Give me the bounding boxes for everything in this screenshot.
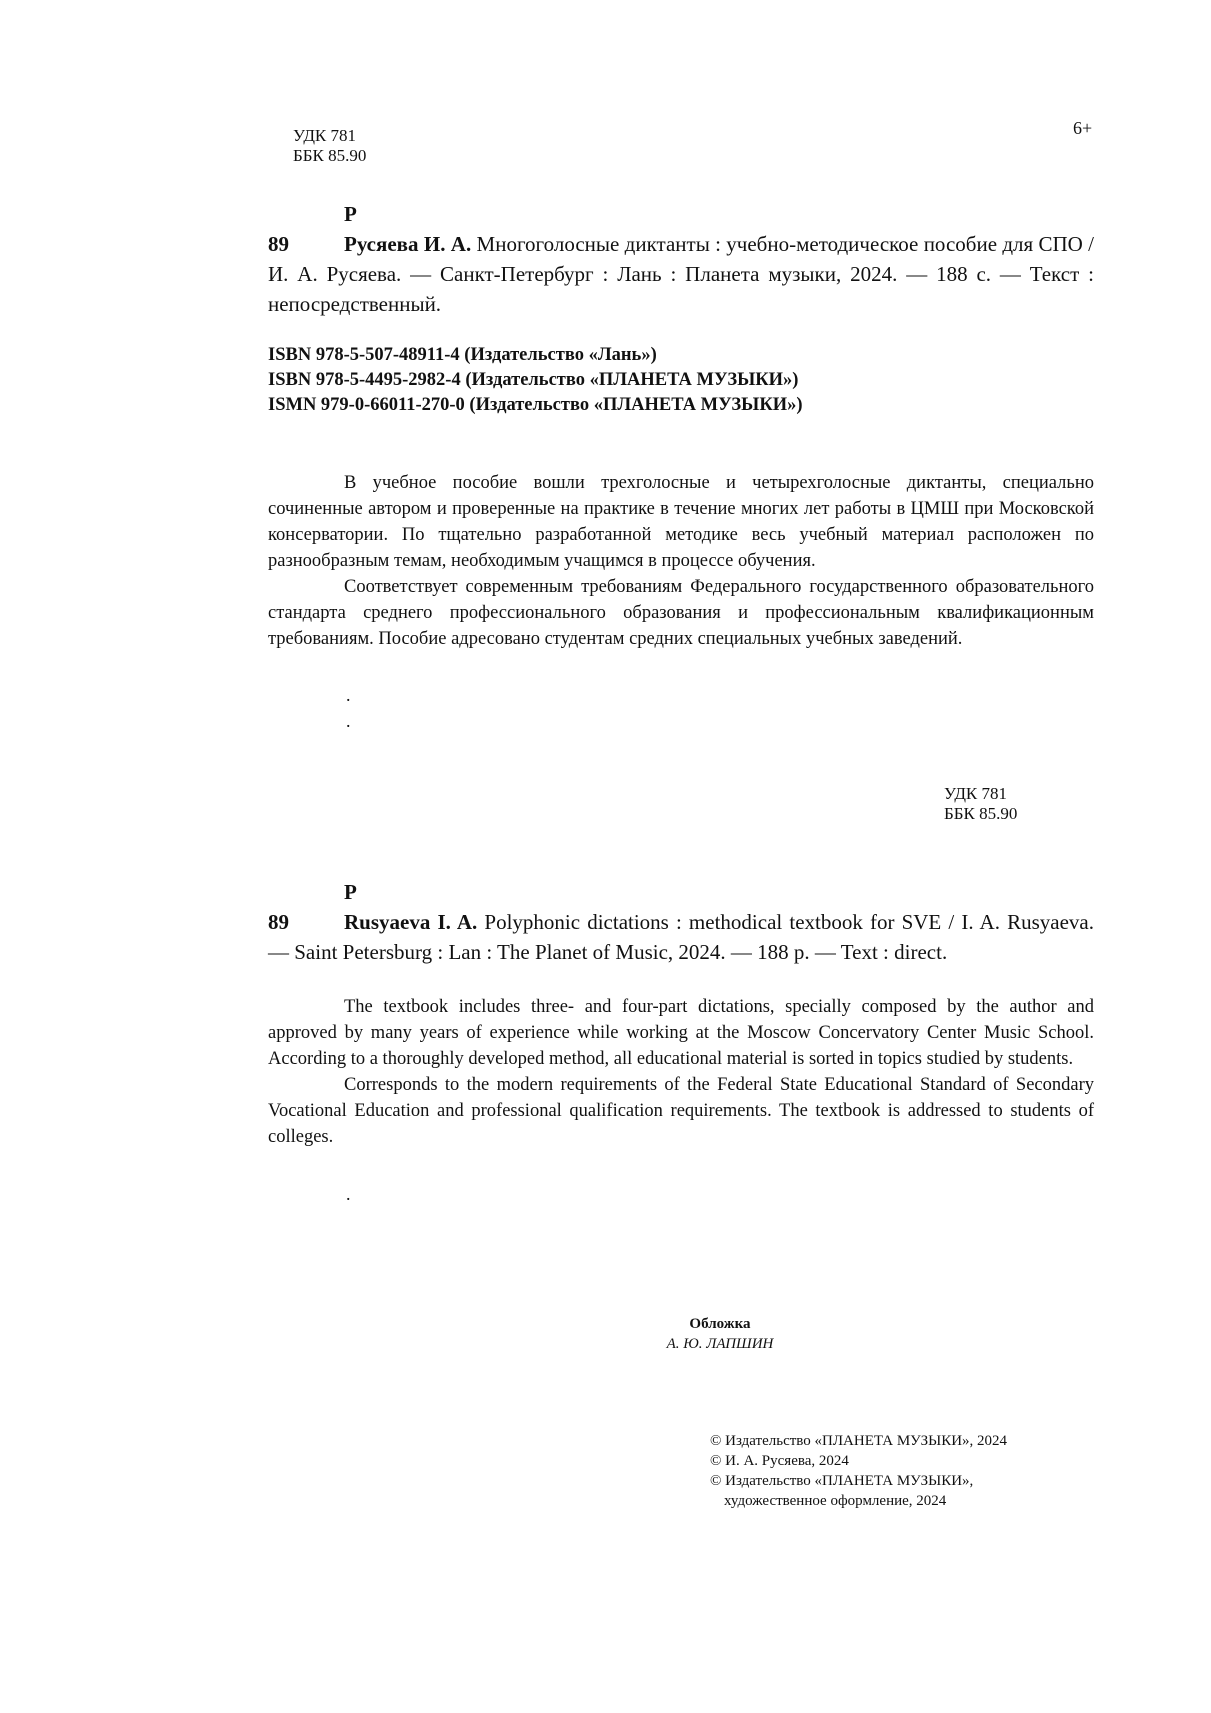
entry-author: Rusyaeva I. A. bbox=[344, 910, 478, 934]
en-bibliographic-entry bbox=[268, 877, 1094, 967]
separator-dot: . bbox=[346, 685, 351, 705]
entry-author: Русяева И. А. bbox=[344, 232, 472, 256]
top-classification-codes bbox=[293, 126, 366, 166]
cover-artist: А. Ю. ЛАПШИН bbox=[666, 1336, 774, 1352]
copyright-block bbox=[710, 1431, 1007, 1511]
isbn-line: ISBN 978-5-507-48911-4 (Издательство «Лань») bbox=[268, 345, 657, 365]
en-abstract bbox=[268, 994, 1094, 1150]
entry-text: Polyphonic dictations : methodical textbook for SVE / I. A. Rusyaeva. — Saint Petersburg : Lan : The Planet of Music, 2024. — 188 p. — Text : direct. bbox=[268, 910, 1094, 964]
ismn-line: ISMN 979-0-66011-270-0 (Издательство «ПЛАНЕТА МУЗЫКИ») bbox=[268, 395, 803, 415]
entry-code: Р 89 bbox=[268, 202, 357, 256]
copyright-line: © Издательство «ПЛАНЕТА МУЗЫКИ», 2024 bbox=[710, 1433, 1008, 1449]
entry-text: Многоголосные диктанты : учебно-методическое пособие для СПО / И. А. Русяева. — Санкт-Петербург : Лань : Планета музыки, 2024. — 188 с. — Текст : непосредственный. bbox=[268, 232, 1095, 316]
copyright-line: © Издательство «ПЛАНЕТА МУЗЫКИ», bbox=[710, 1473, 974, 1489]
copyright-line: художественное оформление, 2024 bbox=[724, 1493, 947, 1509]
ru-abstract bbox=[268, 470, 1094, 652]
udk-code: УДК 781 bbox=[944, 784, 1008, 803]
abstract-paragraph: The textbook includes three- and four-part dictations, specially composed by the author and approved by many years of experience while working at the Moscow Concervatory Center Music School. According to a thoroughly developed method, all educational material is sorted in topics studied by students. bbox=[268, 997, 1094, 1069]
entry-code: P 89 bbox=[268, 880, 357, 934]
age-rating: 6+ bbox=[1073, 118, 1093, 138]
cover-heading: Обложка bbox=[689, 1316, 751, 1332]
udk-code: УДК 781 bbox=[293, 126, 357, 145]
separator-dot: . bbox=[346, 711, 351, 731]
abstract-paragraph: Соответствует современным требованиям Федерального государственного образовательного стандарта среднего профессионального образования и профессиональным квалификационным требованиям. Пособие адресовано студентам средних специальных учебных заведений. bbox=[268, 577, 1094, 649]
separator-dot: . bbox=[346, 1184, 351, 1204]
isbn-line: ISBN 978-5-4495-2982-4 (Издательство «ПЛАНЕТА МУЗЫКИ») bbox=[268, 370, 799, 390]
abstract-paragraph: В учебное пособие вошли трехголосные и четырехголосные диктанты, специально сочиненные автором и проверенные на практике в течение многих лет работы в ЦМШ при Московской консерватории. По тщательно разработанной методике весь учебный материал расположен по разнообразным темам, необходимым учащимся в процессе обучения. bbox=[268, 473, 1094, 571]
ru-bibliographic-entry bbox=[268, 199, 1094, 319]
cover-credit bbox=[560, 1314, 880, 1354]
mid-classification-codes bbox=[944, 784, 1017, 824]
abstract-paragraph: Corresponds to the modern requirements of the Federal State Educational Standard of Secondary Vocational Education and professional qualification requirements. The textbook is addressed to students of colleges. bbox=[268, 1075, 1094, 1147]
isbn-block bbox=[268, 343, 803, 418]
copyright-line: © И. А. Русяева, 2024 bbox=[710, 1453, 849, 1469]
bbk-code: ББК 85.90 bbox=[944, 804, 1018, 823]
bbk-code: ББК 85.90 bbox=[293, 146, 367, 165]
